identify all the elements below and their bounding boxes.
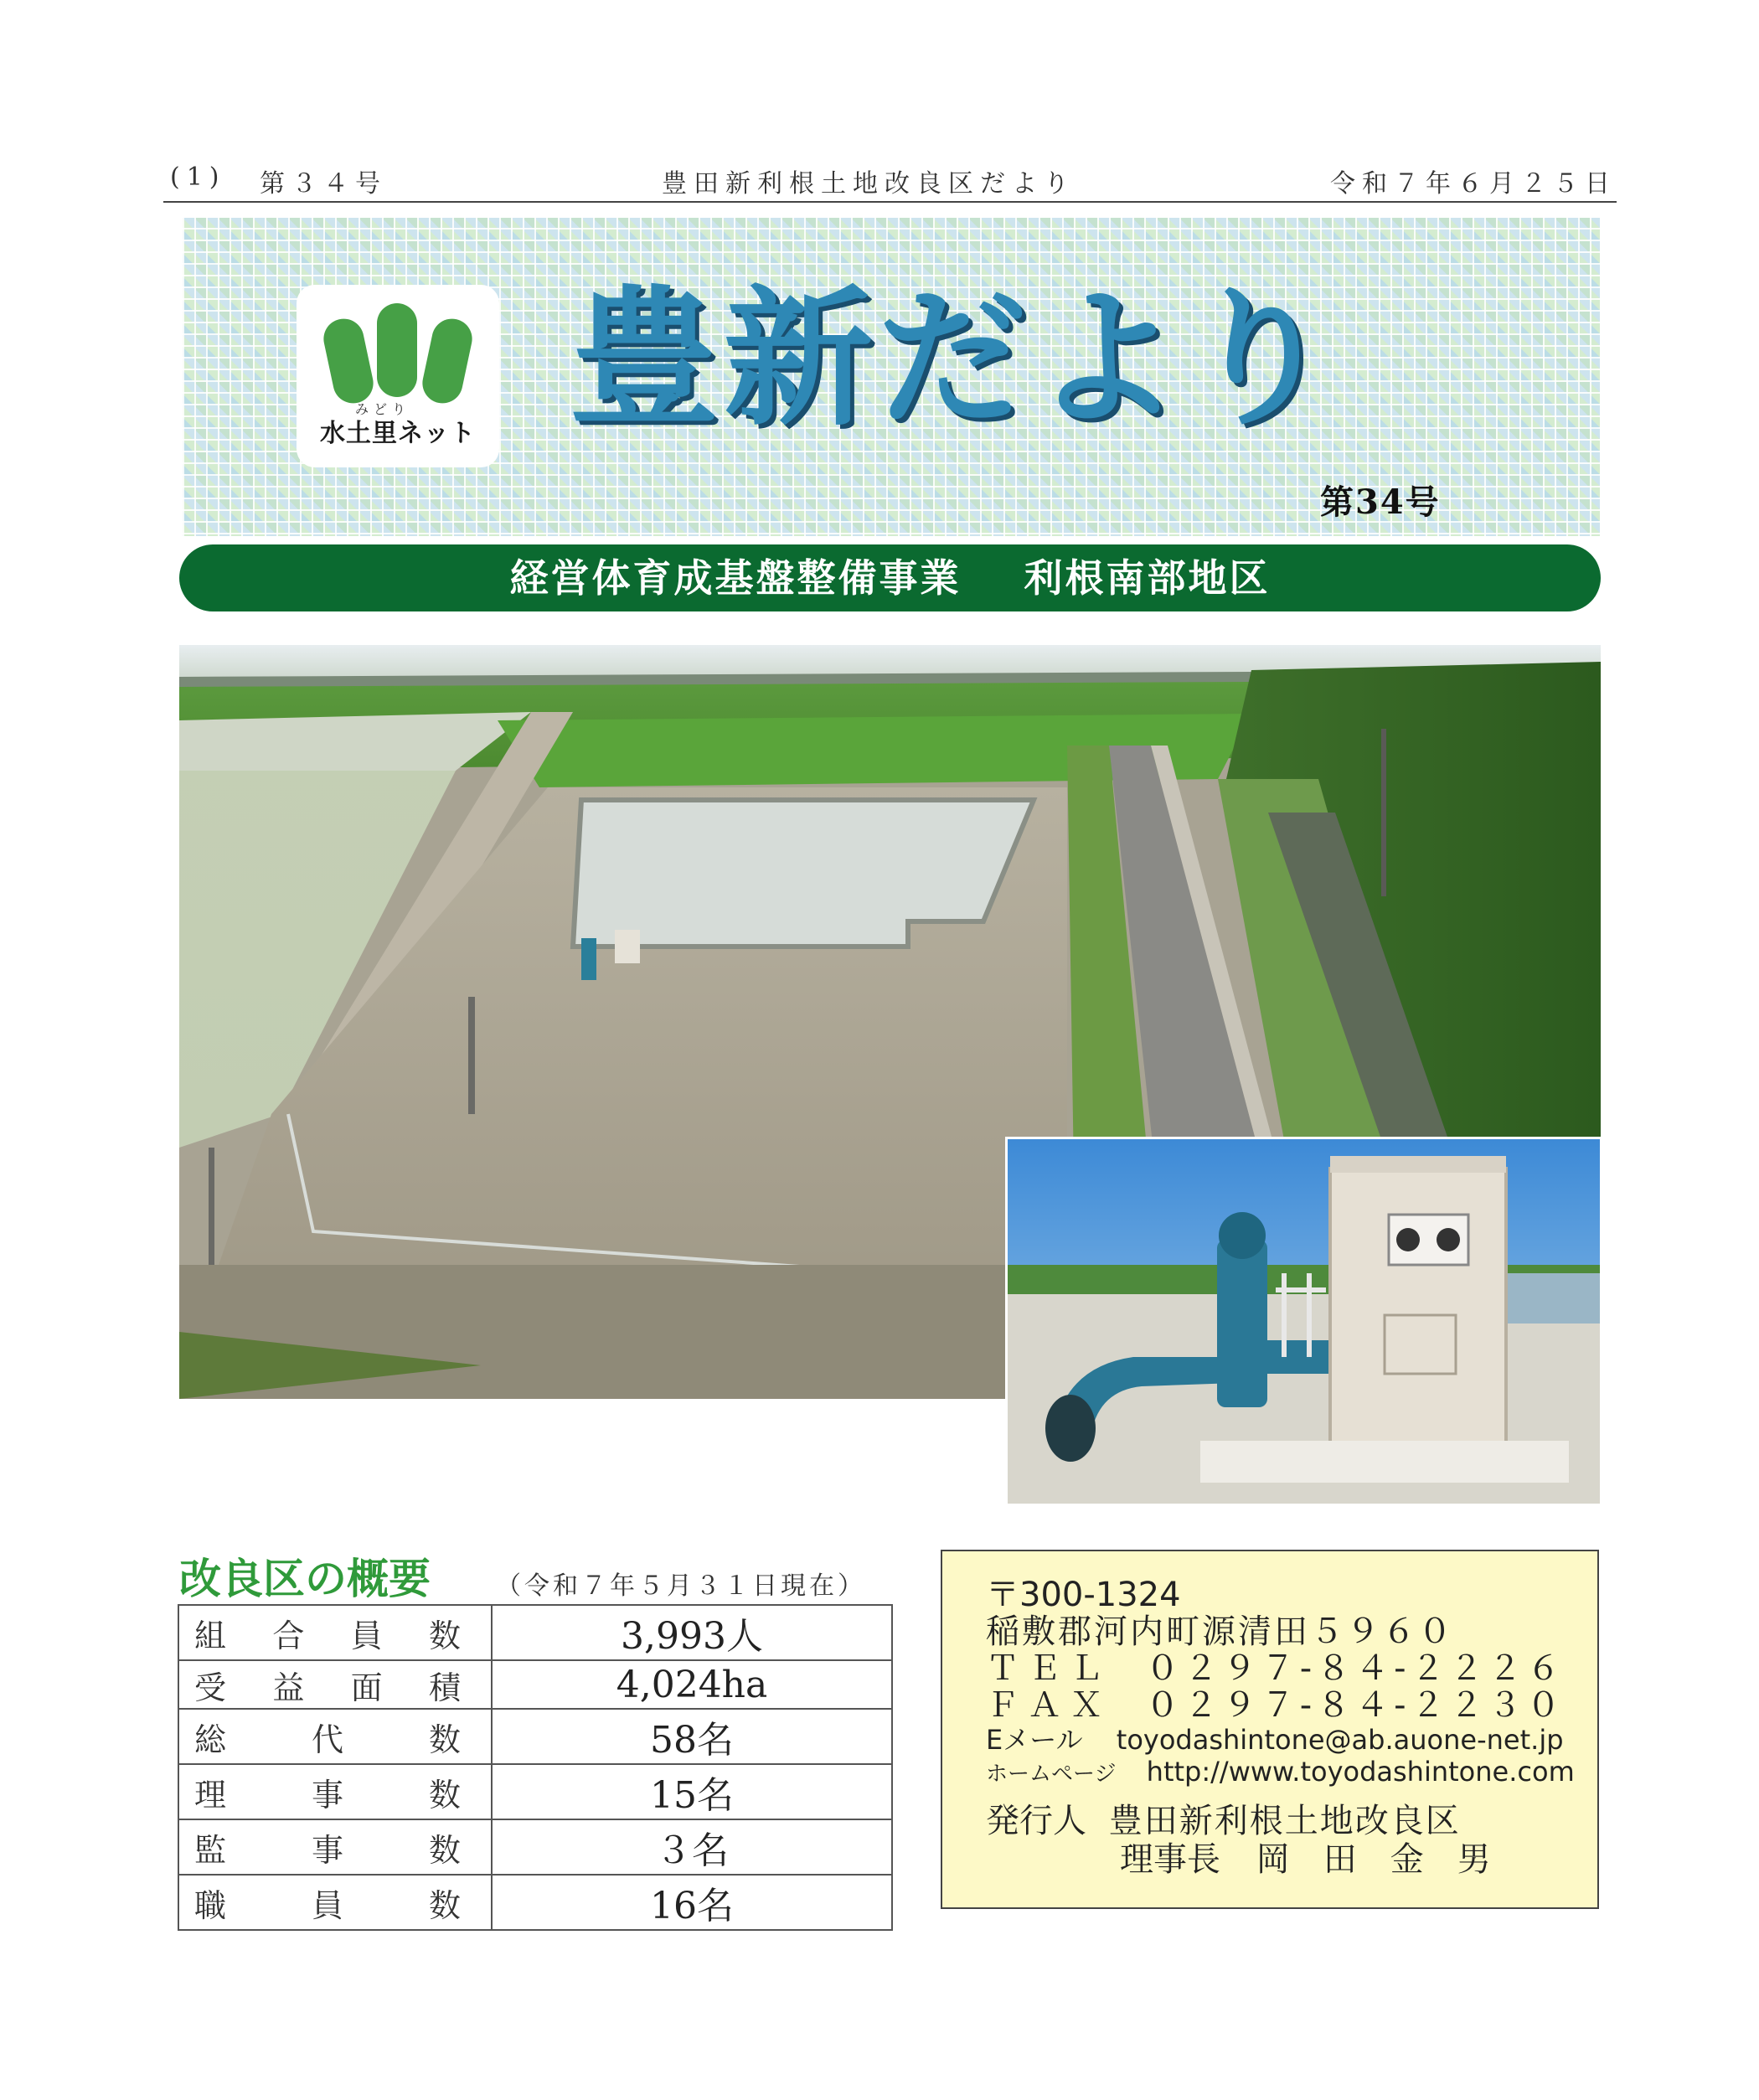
logo-leaf-left bbox=[320, 315, 377, 407]
homepage-url[interactable]: http://www.toyodashintone.com bbox=[1146, 1756, 1575, 1788]
email-label: Eメール bbox=[986, 1724, 1083, 1756]
running-header bbox=[163, 159, 1617, 203]
page-number: (1) bbox=[170, 163, 226, 192]
logo-ruby-text: みどり bbox=[355, 401, 411, 417]
row-value: 16名 bbox=[492, 1875, 892, 1930]
table-row bbox=[178, 1819, 892, 1875]
project-banner bbox=[179, 544, 1601, 611]
row-label: 理事数 bbox=[178, 1764, 492, 1819]
logo-text: 水土里ネット bbox=[320, 419, 476, 448]
inset-photo-pump-valve bbox=[1005, 1137, 1602, 1506]
chair-line bbox=[1120, 1833, 1491, 1881]
issue-number: 第34号 bbox=[1320, 482, 1441, 522]
fax-number: ０２９７-８４-２２３０ bbox=[1145, 1686, 1566, 1725]
row-value: 58名 bbox=[492, 1709, 892, 1764]
inset-photo-drawing bbox=[1008, 1139, 1600, 1504]
homepage-line bbox=[986, 1756, 1575, 1788]
header-newsletter-title: 豊田新利根土地改良区だより bbox=[662, 169, 1076, 199]
table-row bbox=[178, 1605, 892, 1660]
banner-district-name: 利根南部地区 bbox=[1024, 555, 1271, 601]
header-date: 令和７年６月２５日 bbox=[1330, 169, 1617, 199]
newsletter-title: 豊新だより bbox=[570, 272, 1340, 446]
row-label: 監事数 bbox=[178, 1819, 492, 1875]
row-value: ３名 bbox=[492, 1819, 892, 1875]
homepage-label: ホームページ bbox=[986, 1762, 1117, 1787]
publisher-name: 豊田新利根土地改良区 bbox=[1108, 1802, 1461, 1840]
table-row bbox=[178, 1875, 892, 1930]
row-label: 職員数 bbox=[178, 1875, 492, 1930]
table-row bbox=[178, 1764, 892, 1819]
row-value: 4,024ha bbox=[492, 1660, 892, 1709]
logo-leaf-right bbox=[419, 315, 476, 407]
banner-project-name: 経営体育成基盤整備事業 bbox=[509, 555, 962, 601]
tel-label: ＴＥＬ bbox=[986, 1649, 1112, 1688]
fax-label: ＦＡＸ bbox=[986, 1686, 1112, 1725]
chair-label: 理事長 bbox=[1120, 1840, 1220, 1879]
row-label: 組合員数 bbox=[178, 1605, 492, 1660]
overview-date-note: （令和７年５月３１日現在） bbox=[496, 1571, 866, 1601]
row-value: 3,993人 bbox=[492, 1605, 892, 1660]
row-label: 総代数 bbox=[178, 1709, 492, 1764]
email-address[interactable]: toyodashintone@ab.auone-net.jp bbox=[1116, 1724, 1564, 1756]
overview-table bbox=[178, 1604, 893, 1931]
table-row bbox=[178, 1660, 892, 1709]
overview-title: 改良区の概要 bbox=[179, 1555, 431, 1603]
postal-code: 〒300-1324 bbox=[986, 1576, 1181, 1614]
logo-leaf-center bbox=[377, 303, 417, 397]
header-issue-number: 第３４号 bbox=[260, 169, 387, 199]
midori-net-logo bbox=[297, 285, 499, 467]
tel-number[interactable]: ０２９７-８４-２２２６ bbox=[1145, 1649, 1566, 1688]
table-row bbox=[178, 1709, 892, 1764]
address: 稲敷郡河内町源清田５９６０ bbox=[986, 1612, 1454, 1651]
publisher-label: 発行人 bbox=[986, 1802, 1086, 1840]
email-line bbox=[986, 1719, 1564, 1757]
chair-name: 岡 田 金 男 bbox=[1256, 1840, 1491, 1879]
contact-info-box bbox=[941, 1550, 1599, 1909]
row-label: 受益面積 bbox=[178, 1660, 492, 1709]
row-value: 15名 bbox=[492, 1764, 892, 1819]
